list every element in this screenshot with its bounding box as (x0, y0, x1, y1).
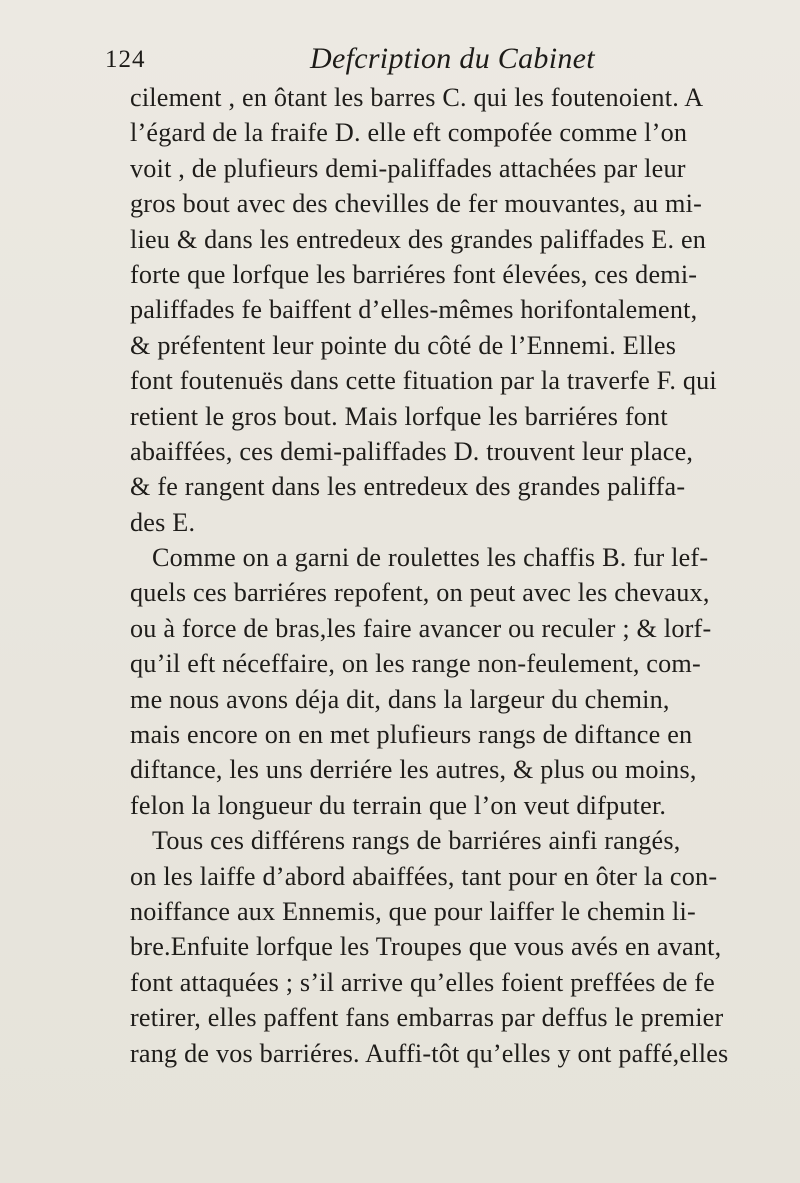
text-line: lieu & dans les entredeux des grandes paliffades E. en (130, 224, 707, 254)
text-line: retient le gros bout. Mais lorfque les barriéres font (130, 401, 668, 431)
text-line: & préfentent leur pointe du côté de l’Ennemi. Elles (130, 330, 677, 360)
text-line: noiffance aux Ennemis, que pour laiffer le chemin li- (130, 896, 696, 926)
text-line: felon la longueur du terrain que l’on veut difputer. (130, 790, 667, 820)
text-line: font attaquées ; s’il arrive qu’elles foient preffées de fe (130, 967, 716, 997)
text-line: rang de vos barriéres. Auffi-tôt qu’elles y ont paffé,elles (130, 1038, 729, 1068)
page-number: 124 (105, 46, 146, 73)
text-line: on les laiffe d’abord abaiffées, tant pour en ôter la con- (130, 861, 718, 891)
text-line: cilement , en ôtant les barres C. qui les foutenoient. A (130, 83, 704, 112)
text-line: voit , de plufieurs demi-paliffades attachées par leur (130, 153, 686, 183)
text-line: quels ces barriéres repofent, on peut avec les chevaux, (130, 578, 710, 608)
text-line: retirer, elles paffent fans embarras par deffus le premier (130, 1003, 724, 1033)
text-line: font foutenuës dans cette fituation par la traverfe F. qui (130, 366, 717, 396)
text-line: me nous avons déja dit, dans la largeur du chemin, (130, 684, 670, 714)
paragraph-first-line: Tous ces différens rangs de barriéres ainfi rangés, (152, 826, 681, 856)
text-line: bre.Enfuite lorfque les Troupes que vous avés en avant, (130, 932, 722, 962)
text-line: forte que lorfque les barriéres font élevées, ces demi- (130, 259, 698, 289)
running-head: Defcription du Cabinet (310, 42, 595, 75)
text-line: gros bout avec des chevilles de fer mouvantes, au mi- (130, 189, 702, 219)
text-line: diftance, les uns derriére les autres, & plus ou moins, (130, 755, 697, 785)
paragraph-first-line: Comme on a garni de roulettes les chaffis B. fur lef- (152, 543, 709, 573)
text-line: des E. (130, 507, 196, 537)
text-line: & fe rangent dans les entredeux des grandes paliffa- (130, 472, 686, 502)
body-text (130, 80, 770, 1071)
text-line: abaiffées, ces demi-paliffades D. trouvent leur place, (130, 436, 694, 466)
text-line: ou à force de bras,les faire avancer ou reculer ; & lorf- (130, 613, 712, 643)
text-line: qu’il eft néceffaire, on les range non-feulement, com- (130, 649, 701, 679)
text-line: l’égard de la fraife D. elle eft compofée comme l’on (130, 118, 688, 148)
text-line: mais encore on en met plufieurs rangs de diftance en (130, 720, 693, 750)
text-line: paliffades fe baiffent d’elles-mêmes horifontalement, (130, 295, 698, 325)
